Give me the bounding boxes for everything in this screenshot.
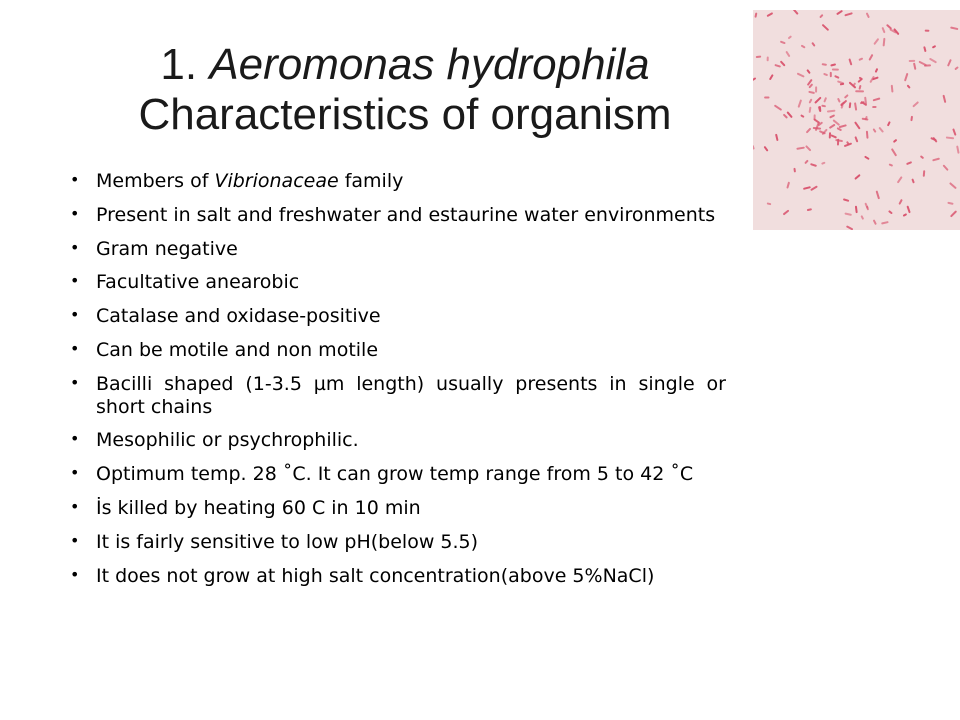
bacterium-rod <box>822 63 827 66</box>
bacterium-rod <box>903 213 908 217</box>
bacterium-rod <box>912 101 919 108</box>
bacterium-rod <box>811 42 815 47</box>
bacterium-rod <box>866 12 870 18</box>
bacterium-rod <box>855 90 864 92</box>
bacterium-rod <box>829 124 836 129</box>
bacterium-rod <box>797 73 805 78</box>
bacterium-rod <box>929 58 937 64</box>
bacterium-rod <box>872 128 876 133</box>
bacterium-rod <box>950 26 958 30</box>
slide-title <box>60 40 750 139</box>
bacterium-rod <box>829 114 835 118</box>
bacterium-rod <box>873 219 877 225</box>
bacterium-rod <box>810 163 817 167</box>
bacterium-rod <box>796 147 805 150</box>
bacterium-rod <box>810 185 818 191</box>
bullet-item-2 <box>70 204 726 227</box>
bullet-dot: • <box>70 496 80 516</box>
bacterium-rod <box>947 202 953 205</box>
bacterium-rod <box>808 91 815 94</box>
bacterium-rod <box>844 12 853 16</box>
bacterium-rod <box>793 168 796 173</box>
bacterium-rod <box>887 121 891 126</box>
bacterium-rod <box>844 212 852 216</box>
bullet-item-9 <box>70 463 726 486</box>
bacterium-rod <box>878 127 884 133</box>
bacterium-rod <box>797 99 802 108</box>
bacterium-rod <box>788 35 792 39</box>
bullet-item-8 <box>70 429 726 452</box>
bacterium-rod <box>808 98 812 103</box>
bacterium-rod <box>876 190 880 199</box>
title-species: Aeromonas hydrophila <box>209 40 650 89</box>
bacterium-rod <box>822 24 830 31</box>
bullet-dot: • <box>70 237 80 257</box>
bacterium-rod <box>766 12 773 17</box>
bacterium-rod <box>858 85 861 90</box>
title-number: 1. <box>160 40 198 89</box>
bacterium-rod <box>807 208 812 211</box>
micrograph-svg <box>753 10 960 230</box>
title-line-1 <box>60 40 750 90</box>
bacterium-rod <box>753 145 755 150</box>
bacterium-rod <box>954 66 959 70</box>
bacterium-rod <box>804 160 809 165</box>
bullet-text: Bacilli shaped (1-3.5 µm length) usually presents in single or short chains <box>96 372 726 418</box>
bacterium-rod <box>844 94 849 99</box>
bacterium-rod <box>849 81 857 88</box>
bacterium-rod <box>906 161 912 165</box>
bullet-dot: • <box>70 203 80 223</box>
title-subtitle: Characteristics of organism <box>138 89 672 139</box>
bullet-dot: • <box>70 530 80 550</box>
bacterium-rod <box>873 38 879 45</box>
bacterium-rod <box>952 128 956 136</box>
bacterium-rod <box>814 96 822 103</box>
bacterium-rod <box>909 60 916 62</box>
bullet-text: Gram negative <box>96 237 238 260</box>
bacterium-rod <box>840 100 847 107</box>
bacterium-rod <box>942 95 946 103</box>
bacterium-rod <box>947 59 952 67</box>
bacterium-rod <box>848 58 852 65</box>
bacterium-rod <box>767 202 772 205</box>
bullet-text: Mesophilic or psychrophilic. <box>96 429 359 452</box>
bacterium-rod <box>854 136 858 142</box>
bacterium-rod <box>886 24 892 30</box>
bacterium-rod <box>889 163 894 166</box>
bacterium-rod <box>942 164 948 171</box>
bacterium-rod <box>823 73 828 77</box>
bacterium-rod <box>854 121 861 129</box>
bacterium-rod <box>923 46 926 52</box>
bacterium-rod <box>819 14 823 19</box>
bacterium-rod <box>920 155 924 159</box>
bacterium-rod <box>753 77 756 82</box>
bacterium-rod <box>956 145 960 153</box>
bacterium-rod <box>834 75 839 79</box>
bacterium-rod <box>950 210 957 217</box>
bacterium-rod <box>925 30 930 32</box>
bacterium-rod <box>888 210 893 214</box>
bacterium-rod <box>872 106 876 108</box>
bullet-dot: • <box>70 271 80 291</box>
bacterium-rod <box>911 178 915 183</box>
bacterium-rod <box>897 176 903 184</box>
bacterium-rod <box>949 182 957 189</box>
bacterium-rod <box>756 55 762 58</box>
bacterium-rod <box>769 74 774 80</box>
bullet-item-5 <box>70 305 726 328</box>
bacterium-rod <box>854 102 857 110</box>
bullet-item-11 <box>70 531 726 554</box>
bacterium-rod <box>860 215 864 220</box>
bullet-text: Can be motile and non motile <box>96 338 379 361</box>
bacterium-rod <box>830 134 837 138</box>
bacterium-rod <box>767 56 769 61</box>
bullet-item-3 <box>70 238 726 261</box>
bacterium-rod <box>881 27 885 33</box>
bacterium-rod <box>849 102 852 108</box>
bullet-list <box>70 170 726 598</box>
bacterium-rod <box>881 221 889 225</box>
bacterium-rod <box>898 199 902 205</box>
bullet-dot: • <box>70 170 80 189</box>
bacterium-rod <box>823 97 827 103</box>
bacterium-rod <box>907 84 911 88</box>
bullet-dot: • <box>70 429 80 449</box>
bullet-item-6 <box>70 339 726 362</box>
bacterium-rod <box>891 148 897 157</box>
bacterium-rod <box>815 86 817 92</box>
bullet-text: Optimum temp. 28 ˚C. It can grow temp range from 5 to 42 ˚C <box>96 463 694 486</box>
bullet-text: Catalase and oxidase-positive <box>96 305 381 328</box>
bacterium-rod <box>836 10 843 15</box>
bullet-text: Members of Vibrionaceae family <box>96 170 404 192</box>
bullet-item-12 <box>70 565 726 588</box>
bacterium-rod <box>910 116 913 121</box>
bacterium-rod <box>923 170 926 177</box>
bacterium-rod <box>783 209 790 215</box>
bacterium-rod <box>815 122 820 131</box>
bacterium-rod <box>821 162 826 165</box>
bullet-item-7 <box>70 373 726 419</box>
bacterium-rod <box>858 57 863 61</box>
bullet-dot: • <box>70 463 80 483</box>
bacterium-rod <box>780 41 786 45</box>
bullet-text: Facultative anearobic <box>96 271 300 294</box>
bacterium-rod <box>891 85 894 93</box>
bacterium-rod <box>780 60 786 66</box>
bacterium-rod <box>883 38 886 47</box>
bullet-text: Present in salt and freshwater and estaurine water environments <box>96 203 716 226</box>
bullet-text: It is fairly sensitive to low pH(below 5.5) <box>96 530 479 553</box>
bacterium-rod <box>813 118 820 124</box>
bacterium-rod <box>764 97 769 99</box>
bacterium-rod <box>932 45 936 49</box>
bacterium-rod <box>868 54 873 61</box>
bacterium-rod <box>806 128 812 134</box>
bacterium-rod <box>806 69 811 74</box>
bacterium-rod <box>906 205 910 213</box>
bullet-dot: • <box>70 564 80 584</box>
bullet-text: It does not grow at high salt concentration(above 5%NaCl) <box>96 564 655 587</box>
bacterium-rod <box>864 202 868 209</box>
bacterium-rod <box>783 114 788 119</box>
bacterium-rod <box>774 104 782 111</box>
bacterium-rod <box>803 186 811 190</box>
bullet-item-10 <box>70 497 726 520</box>
bacterium-rod <box>754 12 757 17</box>
bacterium-rod <box>775 134 779 141</box>
bacterium-rod <box>800 114 804 118</box>
bacterium-rod <box>830 63 836 66</box>
micrograph-image <box>753 10 960 230</box>
bacterium-rod <box>843 198 850 202</box>
bacterium-rod <box>854 174 861 180</box>
bacterium-rod <box>904 73 909 82</box>
bacterium-rod <box>837 98 841 103</box>
bacterium-rod <box>839 124 847 128</box>
bacterium-rod <box>837 139 839 146</box>
bacterium-rod <box>785 51 790 58</box>
bullet-dot: • <box>70 305 80 325</box>
bacterium-rod <box>821 105 826 108</box>
bacterium-rod <box>832 69 839 71</box>
bacterium-rod <box>864 156 870 160</box>
bacterium-rod <box>786 182 790 189</box>
bullet-text: İs killed by heating 60 C in 10 min <box>96 496 421 519</box>
bullet-item-4 <box>70 271 726 294</box>
bacterium-rod <box>855 206 858 214</box>
bullet-dot: • <box>70 338 80 358</box>
bacterium-rod <box>827 110 836 113</box>
bacterium-rod <box>875 68 879 73</box>
bacterium-rod <box>819 106 822 112</box>
bacterium-rod <box>866 131 869 139</box>
bacterium-rod <box>846 225 853 230</box>
bullet-dot: • <box>70 372 80 392</box>
bacterium-rod <box>830 72 832 77</box>
bacterium-rod <box>932 158 940 162</box>
bacterium-rod <box>893 139 898 143</box>
bacterium-rod <box>873 97 881 101</box>
bacterium-rod <box>946 136 954 139</box>
bullet-item-1 <box>70 170 726 193</box>
bacterium-rod <box>763 146 768 152</box>
bacterium-rod <box>805 145 811 151</box>
bacterium-rod <box>809 107 812 113</box>
bacterium-rod <box>913 63 916 70</box>
bacterium-rod <box>918 61 927 67</box>
bacterium-rod <box>792 10 798 15</box>
bacterium-rod <box>801 45 806 49</box>
bacterium-rod <box>774 64 781 68</box>
